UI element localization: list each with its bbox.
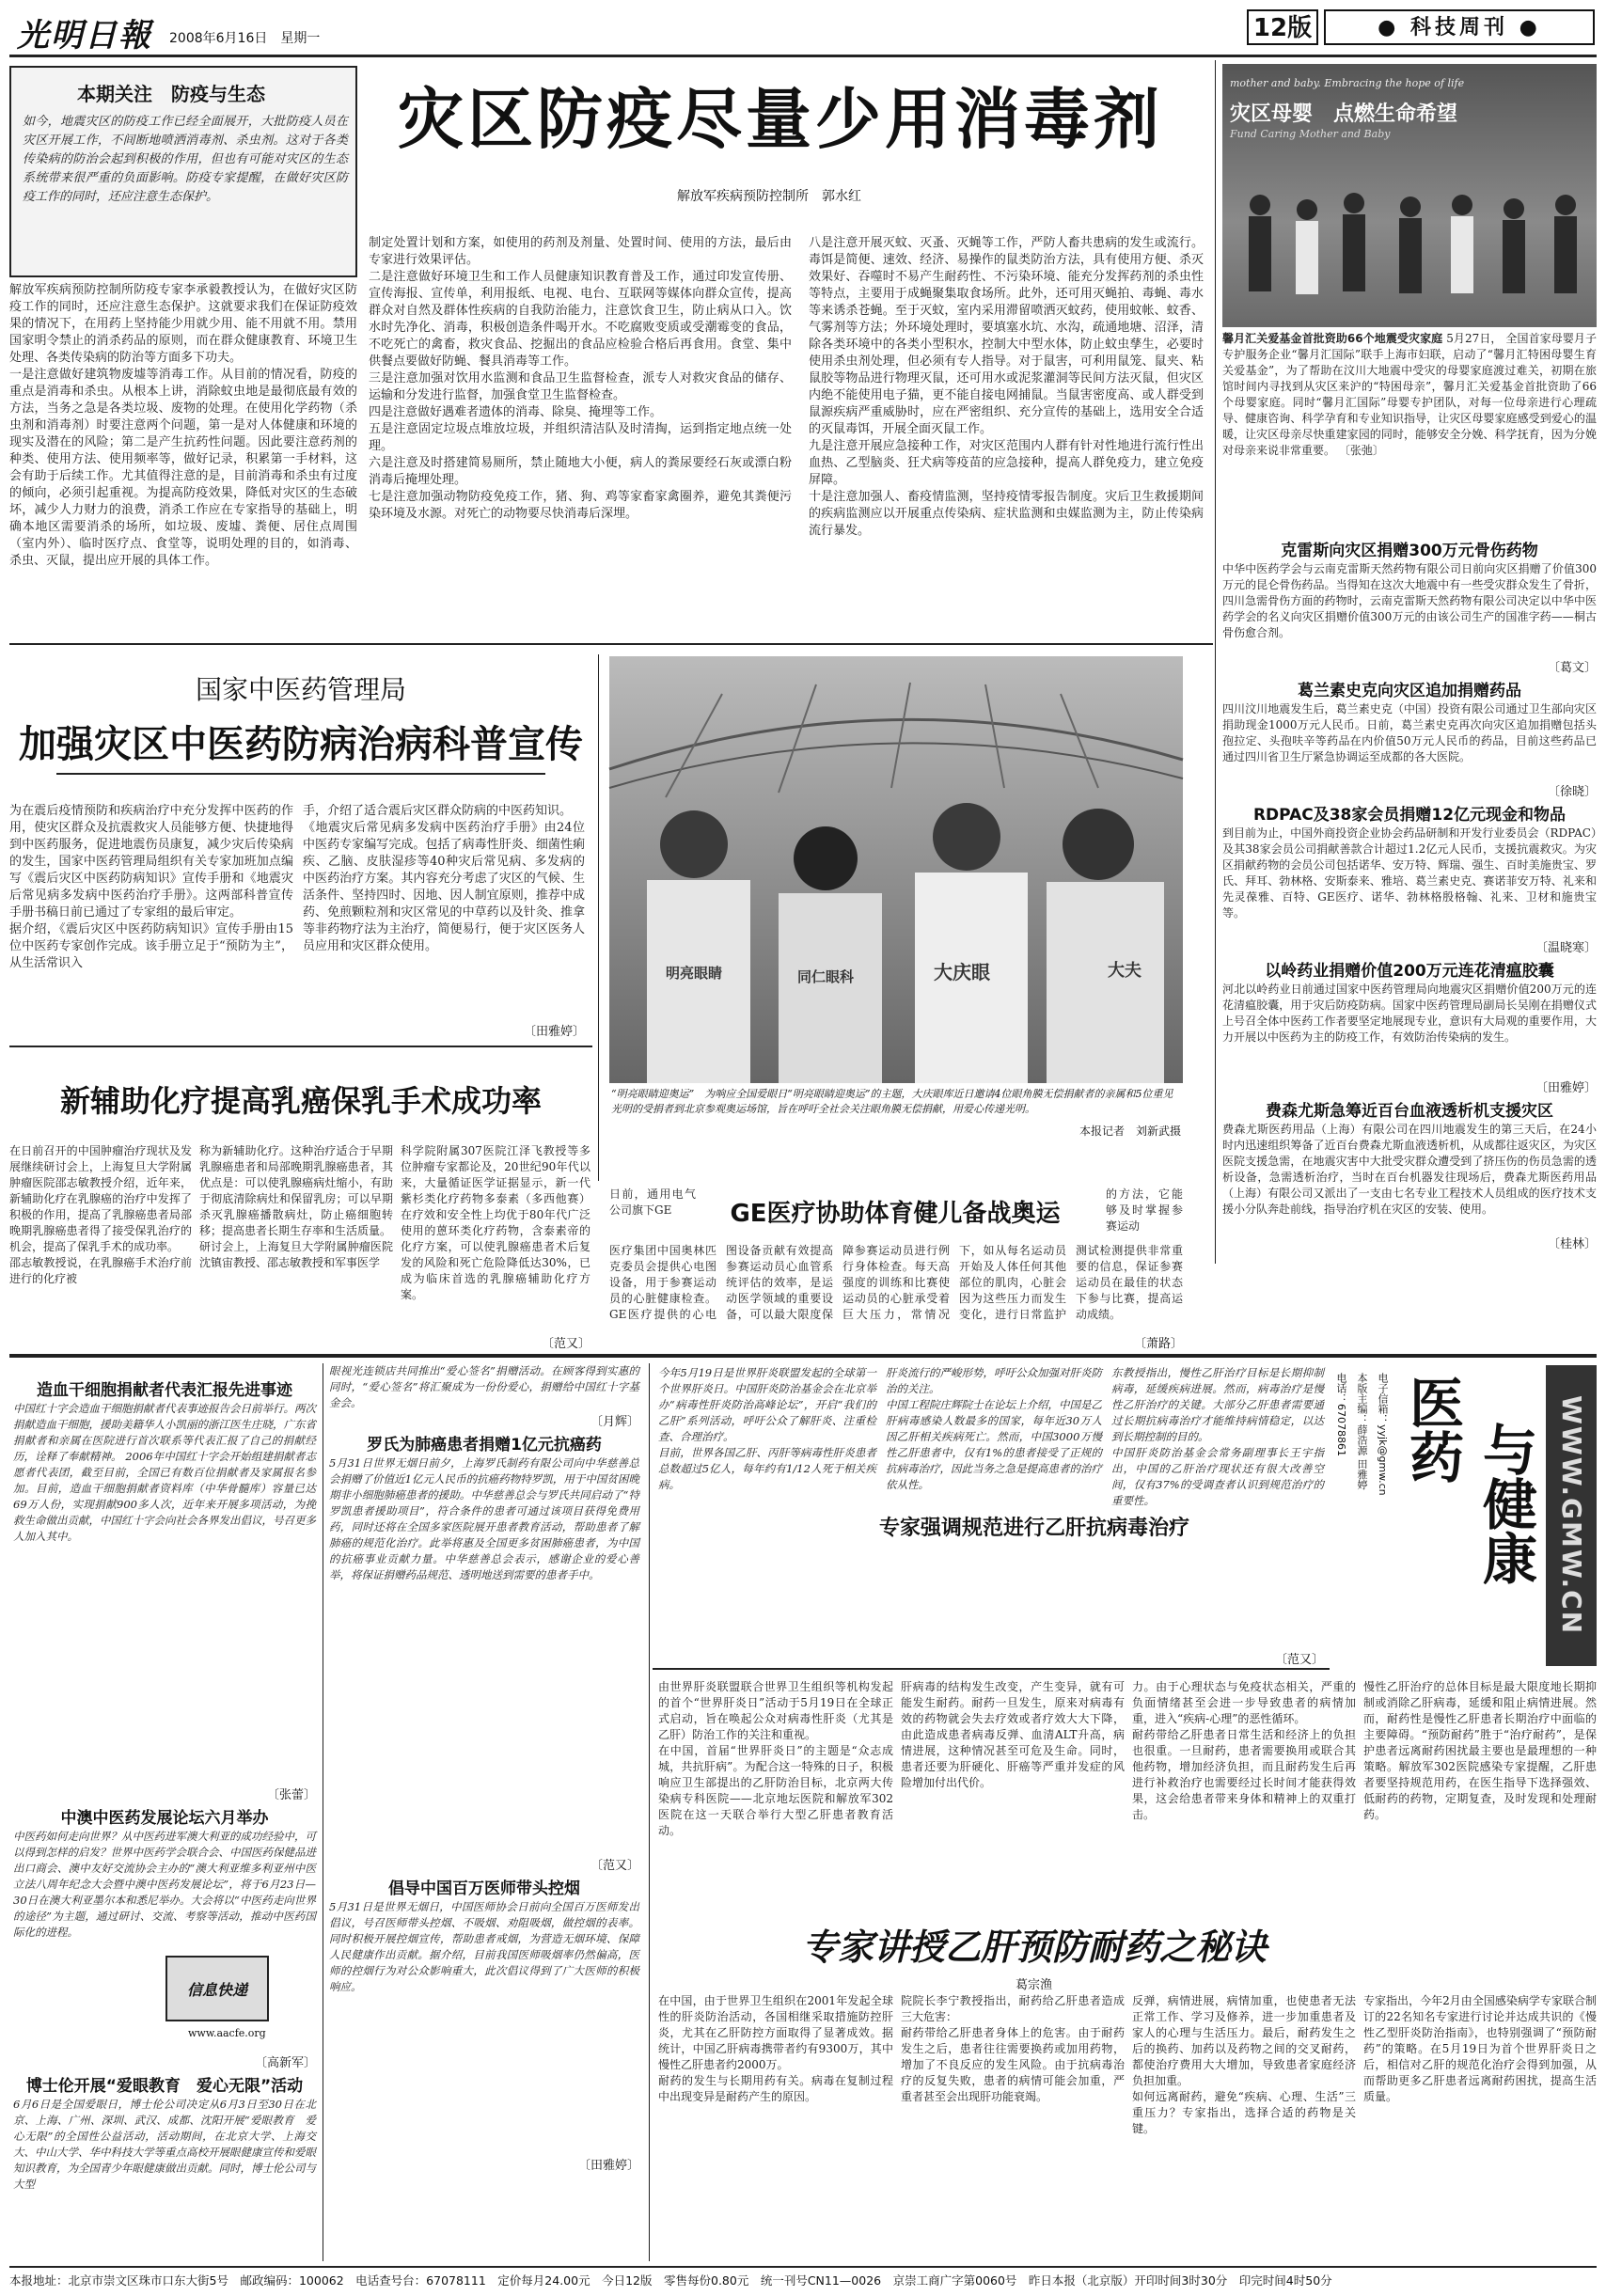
hep-big-low2: 院院长李宁教授指出，耐药给乙肝患者造成三大危害： 耐药带给乙肝患者身体上的危害。由于耐药发生之后，患者往往需要换药或加用药物，增加了不良反应的发生风险。由于抗病毒治疗的反复失败，患者的病情可能会加重，严重者甚至会出现肝功能衰竭。 (901, 1994, 1125, 2103)
right-news-column (1222, 541, 1597, 1265)
right-news-title: 克雷斯向灾区捐赠300万元骨伤药物 (1281, 542, 1538, 560)
right-news-item (1222, 681, 1597, 799)
donation-caption: 馨月汇关爱基金首批资助66个地震受灾家庭 5月27日， 全国首家母婴月子专护服务企业“馨月汇国际”联手上海市妇联，启动了“馨月汇特困母婴生育关爱基金”，为了帮助在汶川大地震中受灾的母婴家庭渡过难关，初期在旅馆时间内寻找到从灾区来沪的“特困母亲”，馨月汇关爱基金首批资助了66个母婴家庭。同时“馨月汇国际”母婴专护团队，对每一位母亲进行心理疏导、健康咨询、科学孕育和专业知识指导，让灾区母婴家庭感受到爱心的温暖，让灾区母亲尽快重建家园的同时，能够安全分娩、科学抚育，因为分娩对母亲来说非常重要。 〔张弛〕 (1222, 332, 1597, 457)
hep-small-tag: 〔范又〕 (1274, 1653, 1324, 1667)
breast-col2: 称为新辅助化疗。这种治疗适合于早期乳腺癌患者和局部晚期乳腺癌患者，其优点是：可以使乳腺癌病灶缩小，有助于彻底清除病灶和保留乳房；可以早期杀灭乳腺癌播散病灶，防止癌细胞转移；提高患者长期生存率和生活质量。 研讨会上，上海复旦大学附属肿瘤医院沈镇宙教授、邵志敏教授和军事医学 (199, 1144, 393, 1269)
health-title-1: 医药 (1400, 1375, 1464, 1484)
health-banner (1331, 1365, 1597, 1666)
mid-news-body: 5月31日世界无烟日前夕，上海罗氏制药有限公司向中华慈善总会捐赠了价值近1亿元人民币的抗癌药物特罗凯，用于中国贫困晚期非小细胞肺癌患者的援助。中华慈善总会与罗氏共同启动了“特罗凯患者援助项目”，符合条件的患者可通过该项目获得免费用药，同时还将在全国多家医院展开患者教育活动，帮助患者了解肺癌的规范化治疗。此举将惠及全国更多贫困肺癌患者，为中国的抗癌事业贡献力量。中华慈善总会表示，感谢企业的爱心善举，将保证捐赠药品规范、透明地送到需要的患者手中。 (329, 1456, 639, 1581)
right-news-title: 以岭药业捐赠价值200万元连花清瘟胶囊 (1265, 962, 1554, 981)
ad-url: www.aacfe.org (188, 2027, 266, 2039)
right-news-title: 费森尤斯急筹近百台血液透析机支援灾区 (1266, 1102, 1553, 1121)
donation-caption-title: 馨月汇关爱基金首批资助66个地震受灾家庭 (1222, 332, 1443, 345)
left-news-tag: 〔张蕾〕 (266, 1788, 316, 1802)
ge-lead2: 的方法，它能够及时掌握参赛运动 (1106, 1187, 1183, 1233)
hep-small-headline: 专家强调规范进行乙肝抗病毒治疗 (809, 1508, 1260, 1545)
mid-news-title: 倡导中国百万医师带头控烟 (388, 1879, 580, 1898)
ge-headline: GE医疗协助体育健儿备战奥运 (730, 1200, 1061, 1228)
hep-small-col2: 肝炎流行的严峻形势，呼吁公众加强对肝炎防治的关注。 中国工程院庄辉院士在论坛上介绍，中国是乙肝病毒感染人数最多的国家，每年近30万人因乙肝相关疾病死亡。然而，中国3000万慢性乙肝患者中，仅有1%的患者接受了正规的抗病毒治疗，因此当务之急是提高患者的治疗依从性。 (886, 1366, 1102, 1491)
right-news-item (1222, 1101, 1597, 1251)
left-news-body: 中国红十字会造血干细胞捐献者代表事迹报告会日前举行。两次捐献造血干细胞，援助美籍华人小凯丽的浙江医生庄晓，广东省捐献者和亲属在医院进行首次联系等代表汇报了自己的捐献经历，诠释了奉献精神。 2006年中国红十字会开始组建捐献者志愿者代表团，截至目前，全国已有数百位捐献者及家属报名参加。目前，造血干细胞捐献者资料库（中华骨髓库）容量已达69万人份，实现捐献900多人次，近年来开展多项活动，为挽救生命做出贡献，中国红十字会向社会各界发出倡议，号召更多人加入其中。 (13, 1402, 316, 1543)
middle-column (329, 1363, 639, 2261)
breast-headline: 新辅助化疗提高乳癌保乳手术成功率 (59, 1083, 542, 1119)
olympic-caption: “明亮眼睛迎奥运” 为响应全国爱眼日“明亮眼睛迎奥运”的主题，大庆眼库近日邀请4位眼角膜无偿捐献者的亲属和5位重见光明的受捐者到北京参观奥运场馆，旨在呼吁全社会关注眼角膜无偿捐献，用爱心传递光明。 (611, 1088, 1173, 1115)
focus-intro: 如今，地震灾区的防疫工作已经全面展开，大批防疫人员在灾区开展工作，不间断地喷洒消毒剂、杀虫剂。这对于各类传染病的防治会起到积极的作用，但也有可能对灾区的生态系统带来很严重的负面影响。防疫专家提醒，在做好灾区防疫工作的同时，还应注意生态保护。 (23, 115, 348, 204)
photo-sign-line3: Fund Caring Mother and Baby (1230, 128, 1391, 140)
right-news-item (1222, 541, 1597, 675)
main-byline: 解放军疾病预防控制所 郭水红 (677, 189, 861, 204)
photo-sign-line2: 灾区母婴 点燃生命希望 (1230, 102, 1458, 126)
tcm-tag: 〔田雅婷〕 (523, 1025, 585, 1039)
left-news-title: 中澳中医药发展论坛六月举办 (60, 1809, 269, 1828)
mid-news-body: 眼视光连锁店共同推出“爱心签名”捐赠活动。在顾客得到实惠的同时，“爱心签名”将汇聚成为一份份爱心，捐赠给中国红十字基金会。 (329, 1364, 639, 1409)
right-news-body: 费森尤斯医药用品（上海）有限公司在四川地震发生的第三天后，在24小时内迅速组织筹备了近百台费森尤斯血液透析机，从成都往返灾区，为灾区医院支援急需，在地震灾害中大批受灾群众遭受到了挤压伤的伤员急需的透析设备，急需透析治疗，当时在百台机器发往现场后，费森尤斯医药用品（上海）有限公司又派出了一支由七名专业工程技术人员组成的医疗技术支援小分队奔赴前线，指导治疗机在灾区的安装、使用。 (1222, 1123, 1597, 1216)
right-news-tag: 〔桂林〕 (1547, 1237, 1597, 1251)
right-news-body: 河北以岭药业日前通过国家中医药管理局向地震灾区捐赠价值200万元的连花清瘟胶囊，用于灾后防疫防病。国家中医药管理局副局长吴刚在捐赠仪式上号召全体中医药工作者要坚定地展现专业，意识有大局观的重要作用，大力开展以中医药为主的防疫工作，有效防治传染病的发生。 (1222, 983, 1597, 1044)
hep-big-col4: 慢性乙肝治疗的总体目标是最大限度地长期抑制或消除乙肝病毒，延缓和阻止病情进展。然而，耐药性是慢性乙肝患者长期治疗中面临的主要障碍。“预防耐药”胜于“治疗耐药”，是保护患者远离耐药困扰最主要也是最理想的一种策略。解放军302医院感染专家提醒，乙肝患者要坚持规范用药，在医生指导下选择强效、低耐药的药物，定期复查，及时发现和处理耐药。 (1363, 1680, 1597, 1821)
right-news-body: 到目前为止，中国外商投资企业协会药品研制和开发行业委员会（RDPAC）及其38家会员公司捐献善款合计超过1.2亿元人民币，支援抗震救灾。为灾区捐献药物的会员公司包括诺华、安万特、辉瑞、强生、百时美施贵宝、罗氏、拜耳、勃林格、安斯泰来、雅培、葛兰素史克、赛诺菲安万特、礼来和先灵葆雅、百特、GE医疗、诺华、勃林格殷格翰、礼来、卫材和施贵宝等。 (1222, 826, 1597, 920)
issue-date: 2008年6月16日 星期一 (169, 31, 321, 46)
right-news-body: 四川汶川地震发生后，葛兰素史克（中国）投资有限公司通过卫生部向灾区捐助现金1000万元人民币。日前，葛兰素史克再次向灾区追加捐赠包括头孢拉定、头孢呋辛等药品在内价值50万元人民币的药品，目前这些药品已通过四川省卫生厅紧急协调运至成都的各大医院。 (1222, 702, 1597, 763)
right-news-tag: 〔徐晓〕 (1547, 785, 1597, 799)
mid-news-tag: 〔范又〕 (590, 1859, 639, 1873)
left-column (13, 1363, 316, 2261)
olympic-banner-text-2: 同仁眼科 (797, 968, 855, 985)
olympic-banner-text-1: 明亮眼睛 (666, 965, 723, 982)
tcm-kicker: 国家中医药管理局 (195, 674, 406, 705)
newspaper-logo: 光明日報 (17, 17, 152, 55)
main-headline: 灾区防疫尽量少用消毒剂 (398, 81, 1163, 158)
page-number: 12版 (1247, 9, 1318, 45)
right-news-tag: 〔田雅婷〕 (1535, 1081, 1597, 1095)
ge-body: 医疗集团中国奥林匹克委员会提供心电图设备，用于参赛运动员的心脏健康检查。GE医疗提供的心电图设备贡献有效提高参赛运动员心血管系统评估的效率，是运动医学领域的重要设备，可以最大限度保障参赛运动员进行例行身体检查。每天高强度的训练和比赛使运动员的心脏承受着巨大压力，常情况下，如从每名运动员开始及人体任何其他部位的肌肉，心脏会因为这些压力而发生变化，进行日常监护测试检测提供非常重要的信息，保证参赛运动员在最佳的状态下参与比赛，提高运动成绩。 (609, 1244, 1183, 1321)
left-news-body: 中医药如何走向世界？从中医药进军澳大利亚的成功经验中，可以得到怎样的启发？世界中医药学会联合会、中国医药保健品进出口商会、澳中友好交流协会主办的“澳大利亚维多利亚州中医立法八周年纪念大会暨中澳中医药发展论坛”，将于6月23日—30日在澳大利亚墨尔本和悉尼举办。大会将以“中医药走向世界的途径”为主题，通过研讨、交流、考察等活动，推动中医药国际化的进程。 (13, 1830, 316, 1939)
right-news-tag: 〔葛文〕 (1547, 661, 1597, 675)
right-news-tag: 〔温晓寒〕 (1535, 941, 1597, 955)
left-news-tag: 〔高新军〕 (254, 2056, 316, 2070)
health-contact: 电话：67078861 (1335, 1373, 1347, 1456)
olympic-photo (609, 656, 1183, 1083)
breast-tag: 〔范又〕 (541, 1337, 590, 1351)
mid-news-tag: 〔月辉〕 (590, 1415, 639, 1429)
right-news-title: 葛兰素史克向灾区追加捐赠药品 (1298, 682, 1521, 700)
ge-tag: 〔萧路〕 (1133, 1337, 1183, 1351)
health-editor: 本版主编：薛浩源 田雅婷 (1356, 1373, 1368, 1490)
hep-small-col3: 东教授指出，慢性乙肝治疗目标是长期抑制病毒，延缓疾病进展。然而，病毒治疗是慢性乙肝治疗的关键。大部分乙肝患者需要通过长期抗病毒治疗才能维持病情稳定，以达到长期控制的目的。 中国肝炎防治基金会常务副理事长王宇指出，中国的乙肝治疗现状还有很大改善空间，仅有37%的受调查者认识到规范治疗的重要性。 (1111, 1366, 1324, 1507)
tcm-col2: 手，介绍了适合震后灾区群众防病的中医药知识。 《地震灾后常见病多发病中医药治疗手册》由24位中医药专家编写完成。包括了病毒性肝炎、细菌性痢疾、乙脑、皮肤湿疹等40种灾后常见病、多发病的中医药治疗方案。其内容充分考虑了灾区的气候、生活条件、坚持四时、因地、因人制宜原则，推荐中成药、免煎颗粒剂和灾区常见的中草药以及针灸、推拿等非药物疗法为主治疗，简便易行，便于灾区医务人员应用和灾区群众使用。 (303, 804, 585, 953)
hep-big-col2: 肝病毒的结构发生改变，产生变异，就有可能发生耐药。耐药一旦发生，原来对病毒有效的药物就会失去疗效或者疗效大大下降，由此造成患者病毒反弹、血清ALT升高，病情进展，这种情况甚至可危及生命。同时，患者还要为肝硬化、肝癌等严重并发症的风险增加付出代价。 (901, 1680, 1125, 1789)
health-title-2: 与健康 (1473, 1422, 1537, 1585)
info-express-label: 信息快递 (186, 1981, 247, 1999)
right-news-item (1222, 961, 1597, 1095)
hep-big-low3: 反弹，病情进展，病情加重，也使患者无法正常工作、学习及修养，进一步加重患者及家人的心理与生活压力。最后，耐药发生之后的换药、加药以及药物之间的交叉耐药，都使治疗费用大大增加，导致患者家庭经济负担加重。 如何远离耐药，避免“疾病、心理、生活”三重压力？专家指出，选择合适的药物是关键。 (1132, 1994, 1356, 2135)
olympic-banner-text-3: 大庆眼 (934, 961, 990, 983)
people-group (609, 769, 1183, 1083)
focus-heading: 本期关注 防疫与生态 (77, 83, 265, 105)
hep-small-col1: 今年5月19日是世界肝炎联盟发起的全球第一个世界肝炎日。中国肝炎防治基金会在北京举办“病毒性肝炎防治高峰论坛”，开启“我们的乙肝”系列活动，呼吁公众了解肝炎、注重检查、合理治疗。 目前，世界各国乙肝、丙肝等病毒性肝炎患者总数超过5亿人，每年约有1/12人死于相关疾病。 (658, 1366, 876, 1491)
section-banner: ● 科技周刊 ● (1324, 9, 1595, 45)
donation-caption-tag: 〔张弛〕 (1338, 444, 1384, 457)
mid-news-tag: 〔田雅婷〕 (577, 2159, 639, 2173)
donation-caption-date: 5月27日 (1446, 332, 1491, 345)
breast-col3: 科学院附属307医院江泽飞教授等多位肿瘤专家都论及，20世纪90年代以来，大量循证医学证据显示，新一代紫杉类化疗药物多泰素（多西他赛）在疗效和安全性上均优于80年代广泛使用的蒽环类化疗药物，含泰素帝的化疗方案，可以使乳腺癌患者术后复发的风险和死亡危险降低达30%，已成为临床首选的乳腺癌辅助化疗方案。 (401, 1144, 590, 1301)
photo-people (1222, 177, 1597, 327)
photo-sign-line1: mother and baby. Embracing the hope of life (1230, 77, 1465, 89)
hep-big-byline: 葛宗渔 (1016, 1978, 1053, 1992)
right-news-item (1222, 805, 1597, 955)
olympic-banner-text-4: 大夫 (1108, 961, 1142, 981)
right-news-body: 中华中医药学会与云南克雷斯天然药物有限公司日前向灾区捐赠了价值300万元的昆仑骨伤药品。当得知在这次大地震中有一些受灾群众发生了骨折，四川急需骨伤方面的药物时，云南克雷斯天然药物有限公司决定以中华中医药学会的名义向灾区捐赠价值300万元的由该公司生产的国准字药——桐古骨伤愈合剂。 (1222, 562, 1597, 639)
mid-news-title: 罗氏为肺癌患者捐赠1亿元抗癌药 (367, 1436, 602, 1455)
tcm-col1: 为在震后疫情预防和疾病治疗中充分发挥中医药的作用，使灾区群众及抗震救灾人员能够方便、快捷地得到中医药服务，促进地震伤员康复，减少灾后传染病的发生，国家中医药管理局组织有关专家加班加点编写《震后灾区中医药防病知识》宣传手册和《地震灾后常见病多发病中医药治疗手册》。这两部科普宣传手册书稿日前已通过了专家组的最后审定。 据介绍，《震后灾区中医药防病知识》宣传手册由15位中医药专家创作完成。该手册立足于“预防为主”，从生活常识入 (9, 804, 293, 970)
donation-photo (1222, 64, 1597, 327)
left-news-title: 造血干细胞捐献者代表汇报先进事迹 (37, 1381, 292, 1400)
donation-caption-body: 全国首家母婴月子专护服务企业“馨月汇国际”联手上海市妇联，启动了“馨月汇特困母婴生育关爱基金”，为了帮助在汶川大地震中受灾的母婴家庭渡过难关，初期在旅馆时间内寻找到从灾区来沪的“特困母亲”，馨月汇关爱基金首批资助了66个母婴家庭。同时“馨月汇国际”母婴专护团队，对每一位母亲进行心理疏导、健康咨询、科学孕育和专业知识指导，让灾区母婴家庭感受到爱心的温暖，让灾区母亲尽快重建家园的同时，能够安全分娩、科学抚育，因为分娩对母亲来说非常重要。 (1222, 332, 1597, 457)
hep-big-col3: 力。由于心理状态与免疫状态相关，严重的负面情绪甚至会进一步导致患者的病情加重，进入“疾病-心理”的恶性循环。 耐药带给乙肝患者日常生活和经济上的负担也很重。一旦耐药，患者需要换用或联合其他药物，增加经济负担，而且耐药发生后再进行补救治疗也需要经过长时间才能获得效果，这会给患者带来身体和精神上的双重打击。 (1132, 1680, 1356, 1821)
footer-imprint: 本报地址：北京市崇文区珠市口东大街5号 邮政编码：100062 电话查号台：67078111 定价每月24.00元 今日12版 零售每份0.80元 统一刊号CN11—0026 京崇工商广字第0060号 昨日本报（北京版）开印时间3时30分 印完时间4时50分 (9, 2273, 1332, 2288)
ge-lead: 日前，通用电气公司旗下GE (609, 1187, 696, 1217)
hep-big-col1: 由世界肝炎联盟联合世界卫生组织等机构发起的首个“世界肝炎日”活动于5月19日在全球正式启动，旨在唤起公众对病毒性肝炎（尤其是乙肝）防治工作的关注和重视。 在中国，首届“世界肝炎日”的主题是“众志成城，共抗肝病”。为配合这一特殊的日子，积极响应卫生部提出的乙肝防治目标，北京两大传染病专科医院——北京地坛医院和解放军302医院在这一天联合举行大型乙肝患者教育活动。 (658, 1680, 893, 1837)
olympic-credit: 本报记者 刘新武摄 (1079, 1124, 1181, 1138)
main-col2: 制定处置计划和方案，如使用的药剂及剂量、处置时间、使用的方法，最后由专家进行效果评估。 二是注意做好环境卫生和工作人员健康知识教育普及工作，通过印发宣传册、宣传海报、宣传单，利用报纸、电视、电台、互联网等媒体向群众宣传，提高群众对自然及群体性疾病的自我防治能力，注意饮食卫生，防止病从口入。饮水时先净化、消毒，积极创造条件喝开水。不吃腐败变质或受潮霉变的食品，不吃死亡的禽畜，救灾食品、挖掘出的食品应检验合格后再食用。食堂、集中供餐点要做好防蝇、餐具消毒等工作。 三是注意加强对饮用水监测和食品卫生监督检查，派专人对救灾食品的储存、运输和分发进行监督，加强食堂卫生监督检查。 四是注意做好遇难者遗体的消毒、除臭、掩埋等工作。 五是注意固定垃圾点堆放垃圾，并组织清洁队及时清掏，运到指定地点统一处理。 六是注意及时搭建简易厕所，禁止随地大小便，病人的粪尿要经石灰或漂白粉消毒后掩埋处理。 七是注意加强动物防疫免疫工作，猪、狗、鸡等家畜家禽圈养，避免其粪便污染环境及水源。对死亡的动物要尽快消毒后深埋。 (369, 236, 792, 521)
info-express-box (165, 1956, 269, 2021)
health-email: 电子信箱：yyjk@gmw.cn (1377, 1373, 1389, 1496)
focus-body: 解放军疾病预防控制所防疫专家李承毅教授认为，在做好灾区防疫工作的同时，还应注意生态保护。这就要求我们在保证防疫效果的情况下，在用药上坚持能少用就少用、能不用就不用。禁用国家明令禁止的消杀药品的原则，而在群众健康教育、环境卫生处理、各类传染病的防治等方面多下功夫。 一是注意做好建筑物废墟等消毒工作。从目前的情况看，防疫的重点是消毒和杀虫。从根本上讲，消除蚊虫地是最彻底最有效的方法，当务之急是各类垃圾、废物的处理。在使用化学药物（杀虫剂和消毒剂）时要注意两个问题，第一是对人体健康和环境的现实及潜在的风险；第二是产生抗药性问题。因此要注意药剂的种类、使用方法、使用频率等，做好记录，积累第一手材料，这会有助于后续工作。尤其值得注意的是，目前消毒和杀虫有过度的倾向，必须引起重视。为提高防疫效果，降低对灾区的生态破坏，减少人力财力的浪费，消杀工作应在专家指导的基础上，明确本地区需要消杀的场所，如垃圾、废墟、粪便、居住点周围（室内外）、临时医疗点、食堂等，说明处理的目的，如消毒、杀虫、灭鼠，提出应开展的具体工作。 (9, 283, 357, 568)
breast-col1: 在日前召开的中国肿瘤治疗现状及发展继续研讨会上，上海复旦大学附属肿瘤医院邵志敏教授介绍，近年来，新辅助化疗在乳腺癌的治疗中发挥了积极的作用，提高了乳腺癌患者局部晚期乳腺癌患者得了接受保乳治疗的机会，提高了保乳手术的成功率。 邵志敏教授说，在乳腺癌手术治疗前进行的化疗被 (9, 1144, 192, 1285)
health-url: WWW.GMW.CN (1546, 1365, 1597, 1666)
masthead (0, 0, 1606, 55)
hep-big-low1: 在中国，由于世界卫生组织在2001年发起全球性的肝炎防治活动，各国相继采取措施防控肝炎，尤其在乙肝防控方面取得了显著成效。据统计，中国乙肝病毒携带者约有9300万，其中慢性乙肝患者约2000万。 耐药的发生与长期用药有关。病毒在复制过程中出现变异是耐药产生的原因。 (658, 1994, 893, 2103)
mid-news-body: 5月31日是世界无烟日，中国医师协会日前向全国百万医师发出倡议，号召医师带头控烟、不吸烟、劝阻吸烟，做控烟的表率。同时积极开展控烟宣传，帮助患者戒烟，为营造无烟环境、保障人民健康作出贡献。据介绍，目前我国医师吸烟率仍然偏高，医师的控烟行为对公众影响重大，此次倡议得到了广大医师的积极响应。 (329, 1900, 639, 1993)
focus-box (9, 66, 357, 277)
hep-big-low4: 专家指出，今年2月由全国感染病学专家联合制订的22名知名专家进行讨论并达成共识的《慢性乙型肝炎防治指南》，也特别强调了“预防耐药”的策略。在5月19日为首个世界肝炎日之后，相信对乙肝的规范化治疗会得到加强，从而帮助更多乙肝患者远离耐药困扰，提高生活质量。 (1363, 1994, 1597, 2103)
tcm-headline: 加强灾区中医药防病治病科普宣传 (19, 723, 583, 766)
hep-big-headline: 专家讲授乙肝预防耐药之秘诀 (801, 1926, 1267, 1968)
left-news-body: 6月6日是全国爱眼日，博士伦公司决定从6月3日至30日在北京、上海、广州、深圳、武汉、成都、沈阳开展“爱眼教育 爱心无限”的全国性公益活动，活动期间，在北京大学、上海交大、中山大学、华中科技大学等重点高校开展眼健康宣传和爱眼知识教育，为全国青少年眼健康做出贡献。同时，博士伦公司与大型 (13, 2098, 316, 2191)
right-news-title: RDPAC及38家会员捐赠12亿元现金和物品 (1252, 806, 1567, 825)
left-news-title: 博士伦开展“爱眼教育 爱心无限”活动 (25, 2077, 304, 2096)
main-col3: 八是注意开展灭蚊、灭蚤、灭蝇等工作，严防人畜共患病的发生或流行。毒饵是简便、速效、经济、易操作的鼠类防治方法，具有使用方便、杀灭效果好、吞噬时不易产生耐药性、不污染环境、能充分发挥药剂的杀虫性等特点，主要用于成蝇聚集取食场所。此外，还可用灭蝇拍、毒蝇、毒水等来诱杀苍蝇。至于灭蚊，室内采用滞留喷洒灭蚊药，使用蚊帐、蚊香、气雾剂等方法；外环境处理时，要填塞水坑、水沟，疏通地塘、沼泽，清除各类环境中的各类小型积水，控制大中型水体，防止蚊虫孳生，必要时使用杀虫剂处理，但必须有专人指导。对于鼠害，可利用鼠笼、鼠夹、粘鼠胶等物品进行物理灭鼠，还可用水或泥浆灌洞等民间方法灭鼠，但灾区内绝不能使用电子猫，更不能自接电网捕鼠。当鼠害密度高、或人群受到鼠源疾病严重威胁时，应在严密组织、充分宣传的基础上，选用安全合适的灭鼠毒饵，开展全面灭鼠工作。 九是注意开展应急接种工作，对灾区范围内人群有针对性地进行流行性出血热、乙型脑炎、狂犬病等疫苗的应急接种，提高人群免疫力，建立免疫屏障。 十是注意加强人、畜疫情监测，坚持疫情零报告制度。灾后卫生救援期间的疾病监测应以开展重点传染病、症状监测和虫媒监测为主，防止传染病流行暴发。 (809, 236, 1204, 538)
